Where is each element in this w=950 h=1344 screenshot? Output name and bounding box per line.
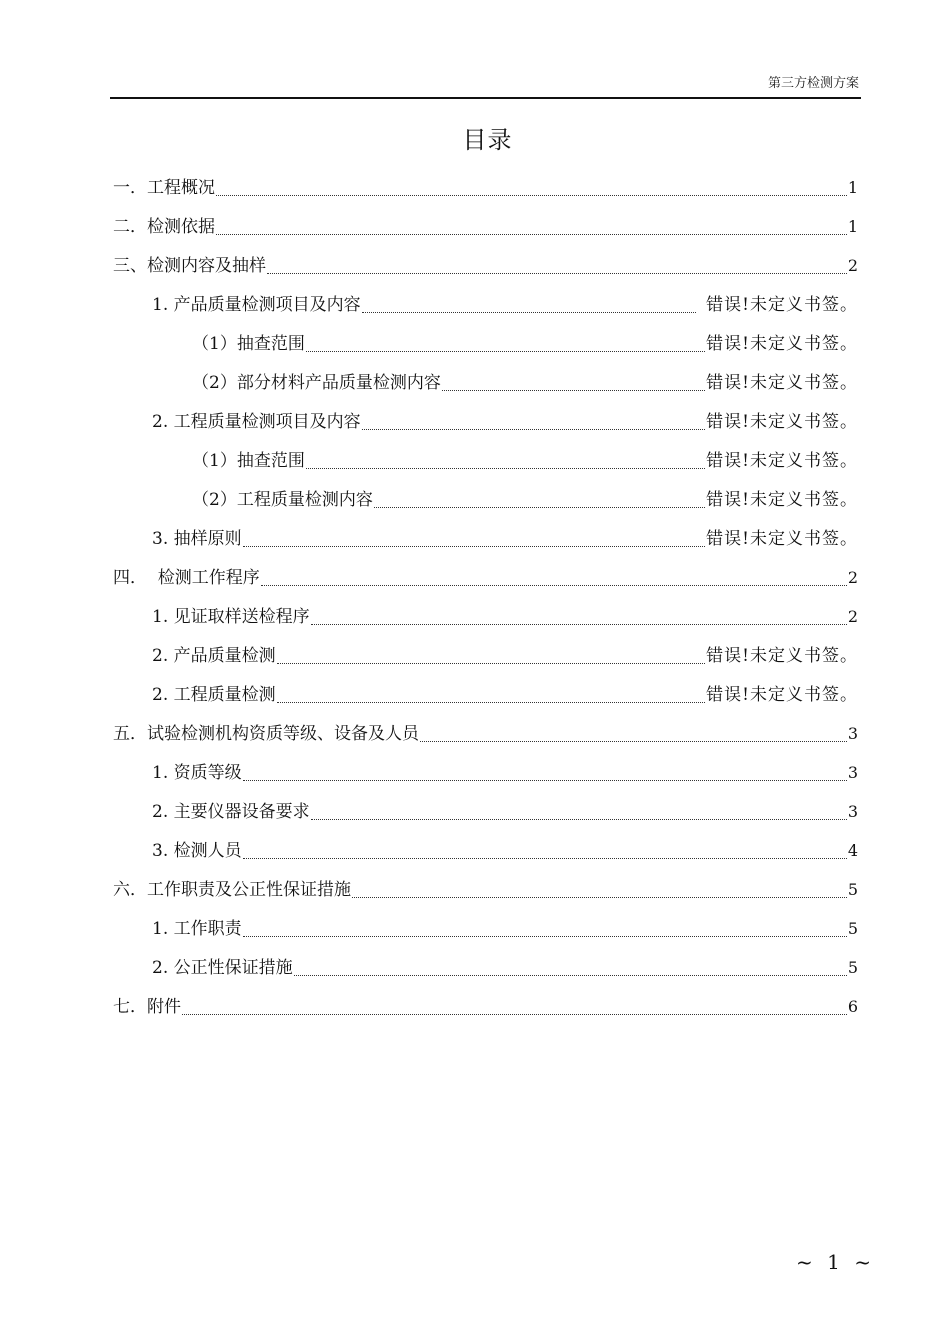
toc-leader-dots: [442, 390, 705, 391]
toc-entry[interactable]: [113, 715, 858, 753]
toc-entry-page: 1: [847, 178, 858, 197]
toc-entry-page: 错误!未定义书签。: [706, 529, 858, 549]
toc-entry[interactable]: [113, 988, 858, 1026]
toc-leader-dots: [243, 780, 847, 781]
toc-entry[interactable]: [192, 325, 858, 363]
toc-leader-dots: [374, 507, 705, 508]
toc-entry-page: 2: [847, 256, 858, 275]
toc-entry[interactable]: [113, 559, 858, 597]
toc-entry-label: （1）抽查范围: [192, 334, 305, 354]
toc-leader-dots: [362, 429, 706, 430]
toc-entry-page: 2: [847, 607, 858, 626]
toc-entry[interactable]: [152, 286, 858, 324]
toc-entry[interactable]: [152, 637, 858, 675]
toc-entry-page: 错误!未定义书签。: [706, 490, 858, 510]
toc-entry-page: 3: [847, 724, 858, 743]
toc-entry[interactable]: [152, 598, 858, 636]
toc-leader-dots: [352, 897, 847, 898]
toc-entry[interactable]: [152, 520, 858, 558]
toc-leader-dots: [261, 585, 847, 586]
toc-entry[interactable]: [113, 169, 858, 207]
toc-title: 目录: [462, 126, 513, 154]
toc-entry[interactable]: [152, 910, 858, 948]
toc-leader-dots: [311, 624, 847, 625]
toc-entry-page: 3: [847, 763, 858, 782]
toc-entry[interactable]: [152, 949, 858, 987]
toc-leader-dots: [420, 741, 847, 742]
toc-leader-dots: [216, 195, 847, 196]
toc-entry-label: 五．试验检测机构资质等级、设备及人员: [113, 724, 419, 744]
toc-entry-label: 三、检测内容及抽样: [113, 256, 266, 276]
toc-entry-page: 6: [847, 997, 858, 1016]
page-number: ~ 1 ~: [796, 1250, 875, 1274]
running-header: 第三方检测方案: [767, 76, 859, 91]
toc-entry-label: （1）抽查范围: [192, 451, 305, 471]
toc-entry-page: 5: [847, 919, 858, 938]
toc-entry-label: 1. 产品质量检测项目及内容: [152, 295, 361, 315]
toc-leader-dots: [267, 273, 847, 274]
toc-leader-dots: [182, 1014, 847, 1015]
toc-entry-label: 2. 主要仪器设备要求: [152, 802, 310, 822]
toc-entry[interactable]: [192, 442, 858, 480]
toc-entry-label: （2）工程质量检测内容: [192, 490, 373, 510]
toc-leader-dots: [311, 819, 847, 820]
toc-entry-page: 5: [847, 880, 858, 899]
toc-entry-page: 错误!未定义书签。: [706, 334, 858, 354]
toc-entry[interactable]: [192, 364, 858, 402]
toc-entry-label: 二．检测依据: [113, 217, 215, 237]
toc-entry-label: 一．工程概况: [113, 178, 215, 198]
toc-entry-label: 2. 产品质量检测: [152, 646, 276, 666]
toc-leader-dots: [306, 351, 705, 352]
toc-entry-label: 2. 工程质量检测项目及内容: [152, 412, 361, 432]
toc-entry-page: 错误!未定义书签。: [706, 412, 858, 432]
toc-entry[interactable]: [152, 832, 858, 870]
toc-entry-page: 错误!未定义书签。: [706, 451, 858, 471]
toc-leader-dots: [277, 663, 706, 664]
toc-leader-dots: [243, 936, 847, 937]
toc-entry-page: 5: [847, 958, 858, 977]
toc-leader-dots: [243, 858, 847, 859]
toc-entry[interactable]: [113, 247, 858, 285]
toc-entry-label: 1. 资质等级: [152, 763, 242, 783]
toc-entry-label: 六．工作职责及公正性保证措施: [113, 880, 351, 900]
toc-entry-page: 1: [847, 217, 858, 236]
toc-leader-dots: [216, 234, 847, 235]
toc-entry-page: 错误!未定义书签。: [706, 646, 858, 666]
header-rule: [110, 97, 861, 99]
toc-entry-label: （2）部分材料产品质量检测内容: [192, 373, 441, 393]
toc-entry-page: 3: [847, 802, 858, 821]
toc-entry[interactable]: [152, 754, 858, 792]
toc-entry-page: 错误!未定义书签。: [706, 373, 858, 393]
toc-entry-page: 4: [847, 841, 858, 860]
toc-entry[interactable]: [113, 208, 858, 246]
toc-entry[interactable]: [152, 403, 858, 441]
toc-entry[interactable]: [152, 676, 858, 714]
toc-entry-label: 七．附件: [113, 997, 181, 1017]
toc-entry-label: 3. 抽样原则: [152, 529, 242, 549]
toc-entry-page: 2: [847, 568, 858, 587]
toc-entry[interactable]: [113, 871, 858, 909]
toc-entry-label: 四． 检测工作程序: [113, 568, 260, 588]
toc-entry-label: 2. 工程质量检测: [152, 685, 276, 705]
toc-leader-dots: [362, 312, 697, 313]
toc-entry-label: 1. 工作职责: [152, 919, 242, 939]
toc-entry-page: 错误!未定义书签。: [706, 295, 858, 315]
toc-entry[interactable]: [152, 793, 858, 831]
toc-leader-dots: [294, 975, 847, 976]
toc-entry-label: 2. 公正性保证措施: [152, 958, 293, 978]
toc-entry-page: 错误!未定义书签。: [706, 685, 858, 705]
toc-entry-label: 1. 见证取样送检程序: [152, 607, 310, 627]
toc-leader-dots: [243, 546, 706, 547]
toc-leader-dots: [306, 468, 705, 469]
toc-entry-label: 3. 检测人员: [152, 841, 242, 861]
toc-entry[interactable]: [192, 481, 858, 519]
toc-leader-dots: [277, 702, 706, 703]
